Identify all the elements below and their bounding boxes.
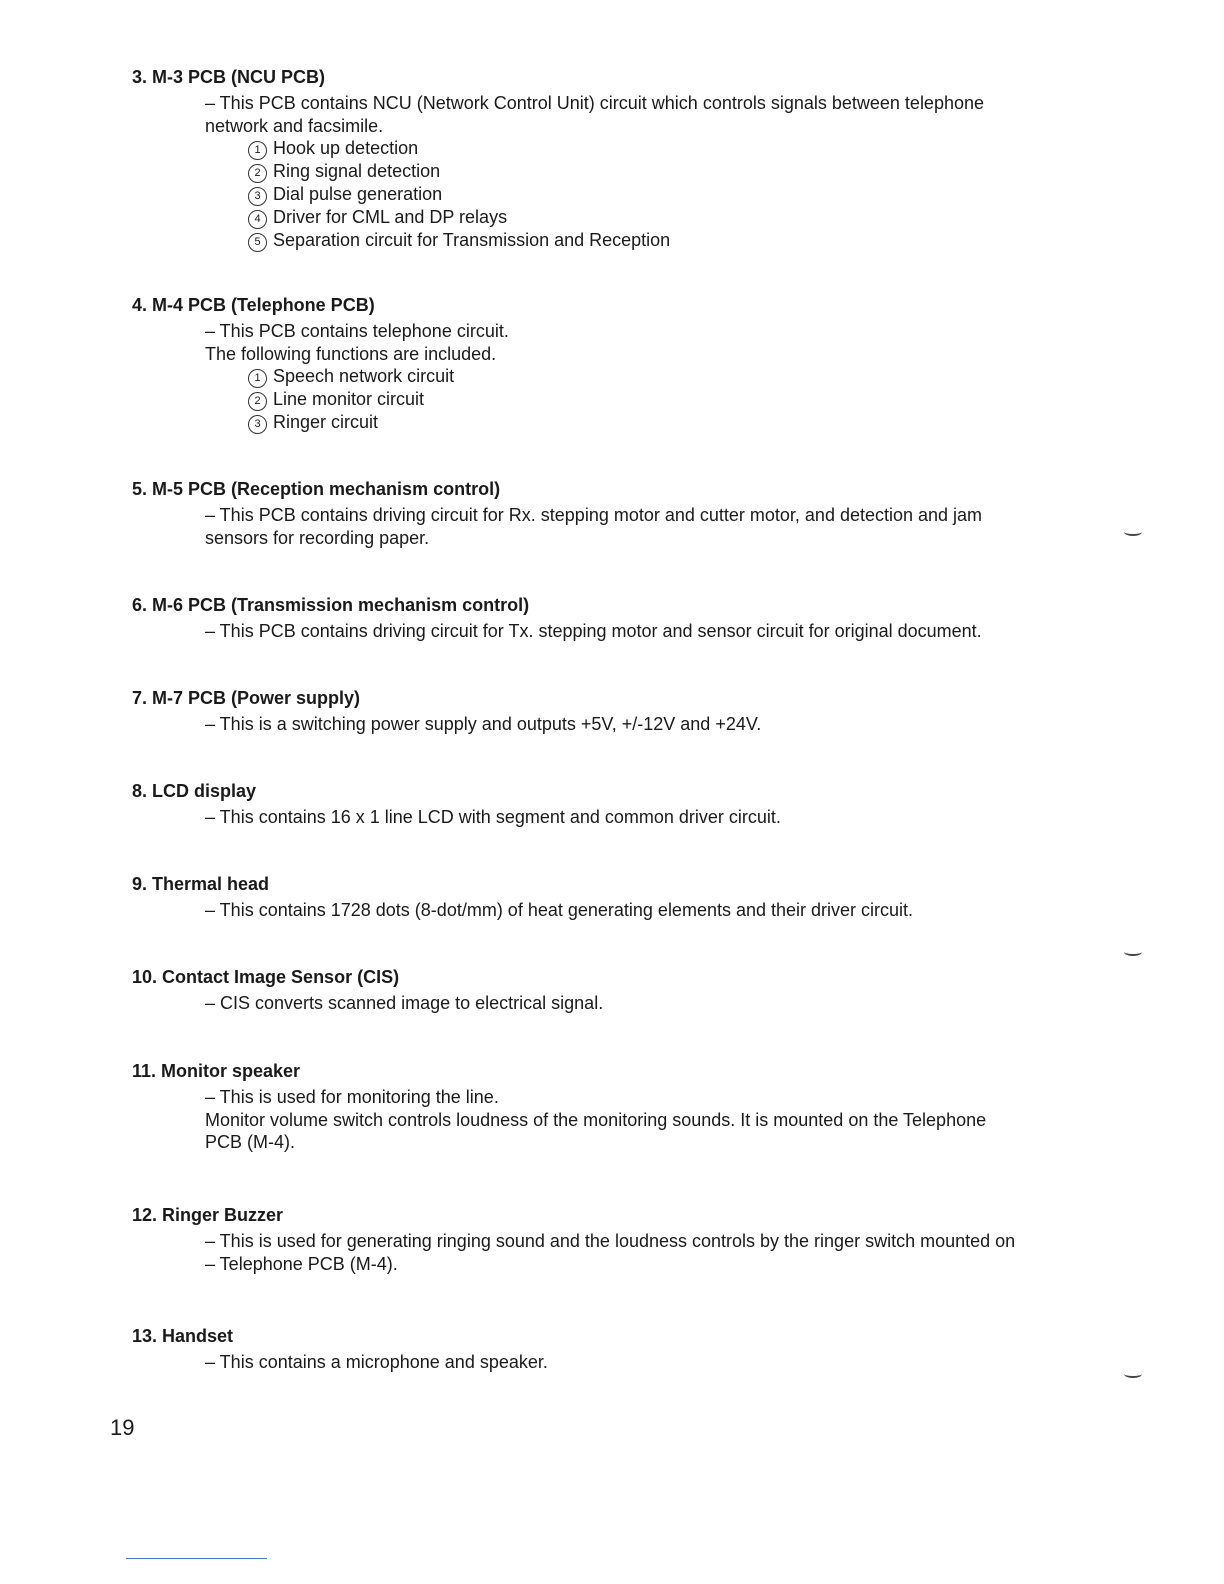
section-title: 3. M-3 PCB (NCU PCB) <box>132 67 326 87</box>
section-ringer-buzzer <box>132 1204 1092 1275</box>
section-m4-telephone-pcb <box>132 294 1092 434</box>
description-line: – This contains 1728 dots (8-dot/mm) of heat generating elements and their driver circuit. <box>205 900 914 920</box>
section-description <box>205 1351 1092 1374</box>
section-lcd-display <box>132 780 1092 829</box>
description-line: – CIS converts scanned image to electrical signal. <box>205 993 604 1013</box>
list-item <box>248 183 1092 206</box>
description-line: – Telephone PCB (M-4). <box>205 1253 398 1274</box>
section-title: 10. Contact Image Sensor (CIS) <box>132 967 400 987</box>
bottom-rule <box>126 1558 267 1559</box>
description-line: – This is used for generating ringing sound and the loudness controls by the ringer switch mounted on <box>205 1231 1016 1251</box>
page-number: 19 <box>110 1415 135 1440</box>
circled-number: 1 <box>248 369 267 388</box>
circled-number: 2 <box>248 392 267 411</box>
circled-number: 1 <box>248 141 267 160</box>
section-title: 11. Monitor speaker <box>132 1061 301 1081</box>
section-m5-reception-control <box>132 478 1092 549</box>
circled-number: 2 <box>248 164 267 183</box>
circled-number: 3 <box>248 415 267 434</box>
section-title: 7. M-7 PCB (Power supply) <box>132 688 361 708</box>
list-item <box>248 229 1092 252</box>
list-item <box>248 388 1092 411</box>
description-line: – This PCB contains driving circuit for Rx. stepping motor and cutter motor, and detection and jam <box>205 505 983 525</box>
function-list <box>248 137 1092 252</box>
description-line: sensors for recording paper. <box>205 527 430 548</box>
section-title: 8. LCD display <box>132 781 257 801</box>
section-description <box>205 504 1092 549</box>
list-item-text: Hook up detection <box>273 138 419 159</box>
list-item-text: Ring signal detection <box>273 161 441 182</box>
description-line: – This contains 16 x 1 line LCD with segment and common driver circuit. <box>205 807 781 827</box>
list-item-text: Separation circuit for Transmission and Reception <box>273 230 671 251</box>
list-item-text: Dial pulse generation <box>273 184 443 205</box>
description-line: network and facsimile. <box>205 115 384 136</box>
circled-number: 5 <box>248 233 267 252</box>
section-description <box>205 806 1092 829</box>
list-item-text: Speech network circuit <box>273 366 455 387</box>
section-title: 9. Thermal head <box>132 874 270 894</box>
section-handset <box>132 1325 1092 1374</box>
binding-mark <box>1124 948 1142 956</box>
section-description <box>205 713 1092 736</box>
description-line: – This is used for monitoring the line. <box>205 1087 499 1107</box>
description-line: – This PCB contains driving circuit for Tx. stepping motor and sensor circuit for original document. <box>205 621 982 641</box>
description-line: Monitor volume switch controls loudness of the monitoring sounds. It is mounted on the Telephone <box>205 1109 987 1130</box>
list-item <box>248 137 1092 160</box>
section-contact-image-sensor <box>132 966 1092 1015</box>
section-description <box>205 992 1092 1015</box>
section-m3-ncu-pcb <box>132 66 1092 252</box>
list-item <box>248 365 1092 388</box>
list-item <box>248 411 1092 434</box>
section-m7-power-supply <box>132 687 1092 736</box>
circled-number: 4 <box>248 210 267 229</box>
section-title: 13. Handset <box>132 1326 234 1346</box>
function-list <box>248 365 1092 434</box>
section-description <box>205 1086 1092 1154</box>
description-line: – This PCB contains telephone circuit. <box>205 321 509 341</box>
description-line: – This is a switching power supply and outputs +5V, +/-12V and +24V. <box>205 714 762 734</box>
section-title: 5. M-5 PCB (Reception mechanism control) <box>132 479 501 499</box>
description-line: The following functions are included. <box>205 343 497 364</box>
list-item <box>248 160 1092 183</box>
list-item-text: Line monitor circuit <box>273 389 425 410</box>
list-item-text: Ringer circuit <box>273 412 379 433</box>
circled-number: 3 <box>248 187 267 206</box>
section-description <box>205 92 1092 137</box>
section-description <box>205 1230 1092 1275</box>
section-thermal-head <box>132 873 1092 922</box>
section-description <box>205 320 1092 365</box>
description-line: – This PCB contains NCU (Network Control Unit) circuit which controls signals between telephone <box>205 93 985 113</box>
section-monitor-speaker <box>132 1060 1092 1154</box>
description-line: PCB (M-4). <box>205 1132 295 1153</box>
list-item-text: Driver for CML and DP relays <box>273 207 508 228</box>
section-description <box>205 899 1092 922</box>
section-title: 4. M-4 PCB (Telephone PCB) <box>132 295 375 315</box>
section-title: 12. Ringer Buzzer <box>132 1205 284 1225</box>
list-item <box>248 206 1092 229</box>
section-title: 6. M-6 PCB (Transmission mechanism control) <box>132 595 530 615</box>
binding-mark <box>1124 528 1142 536</box>
binding-mark <box>1124 1370 1142 1378</box>
description-line: – This contains a microphone and speaker. <box>205 1352 548 1372</box>
section-description <box>205 620 1092 643</box>
section-m6-transmission-control <box>132 594 1092 643</box>
